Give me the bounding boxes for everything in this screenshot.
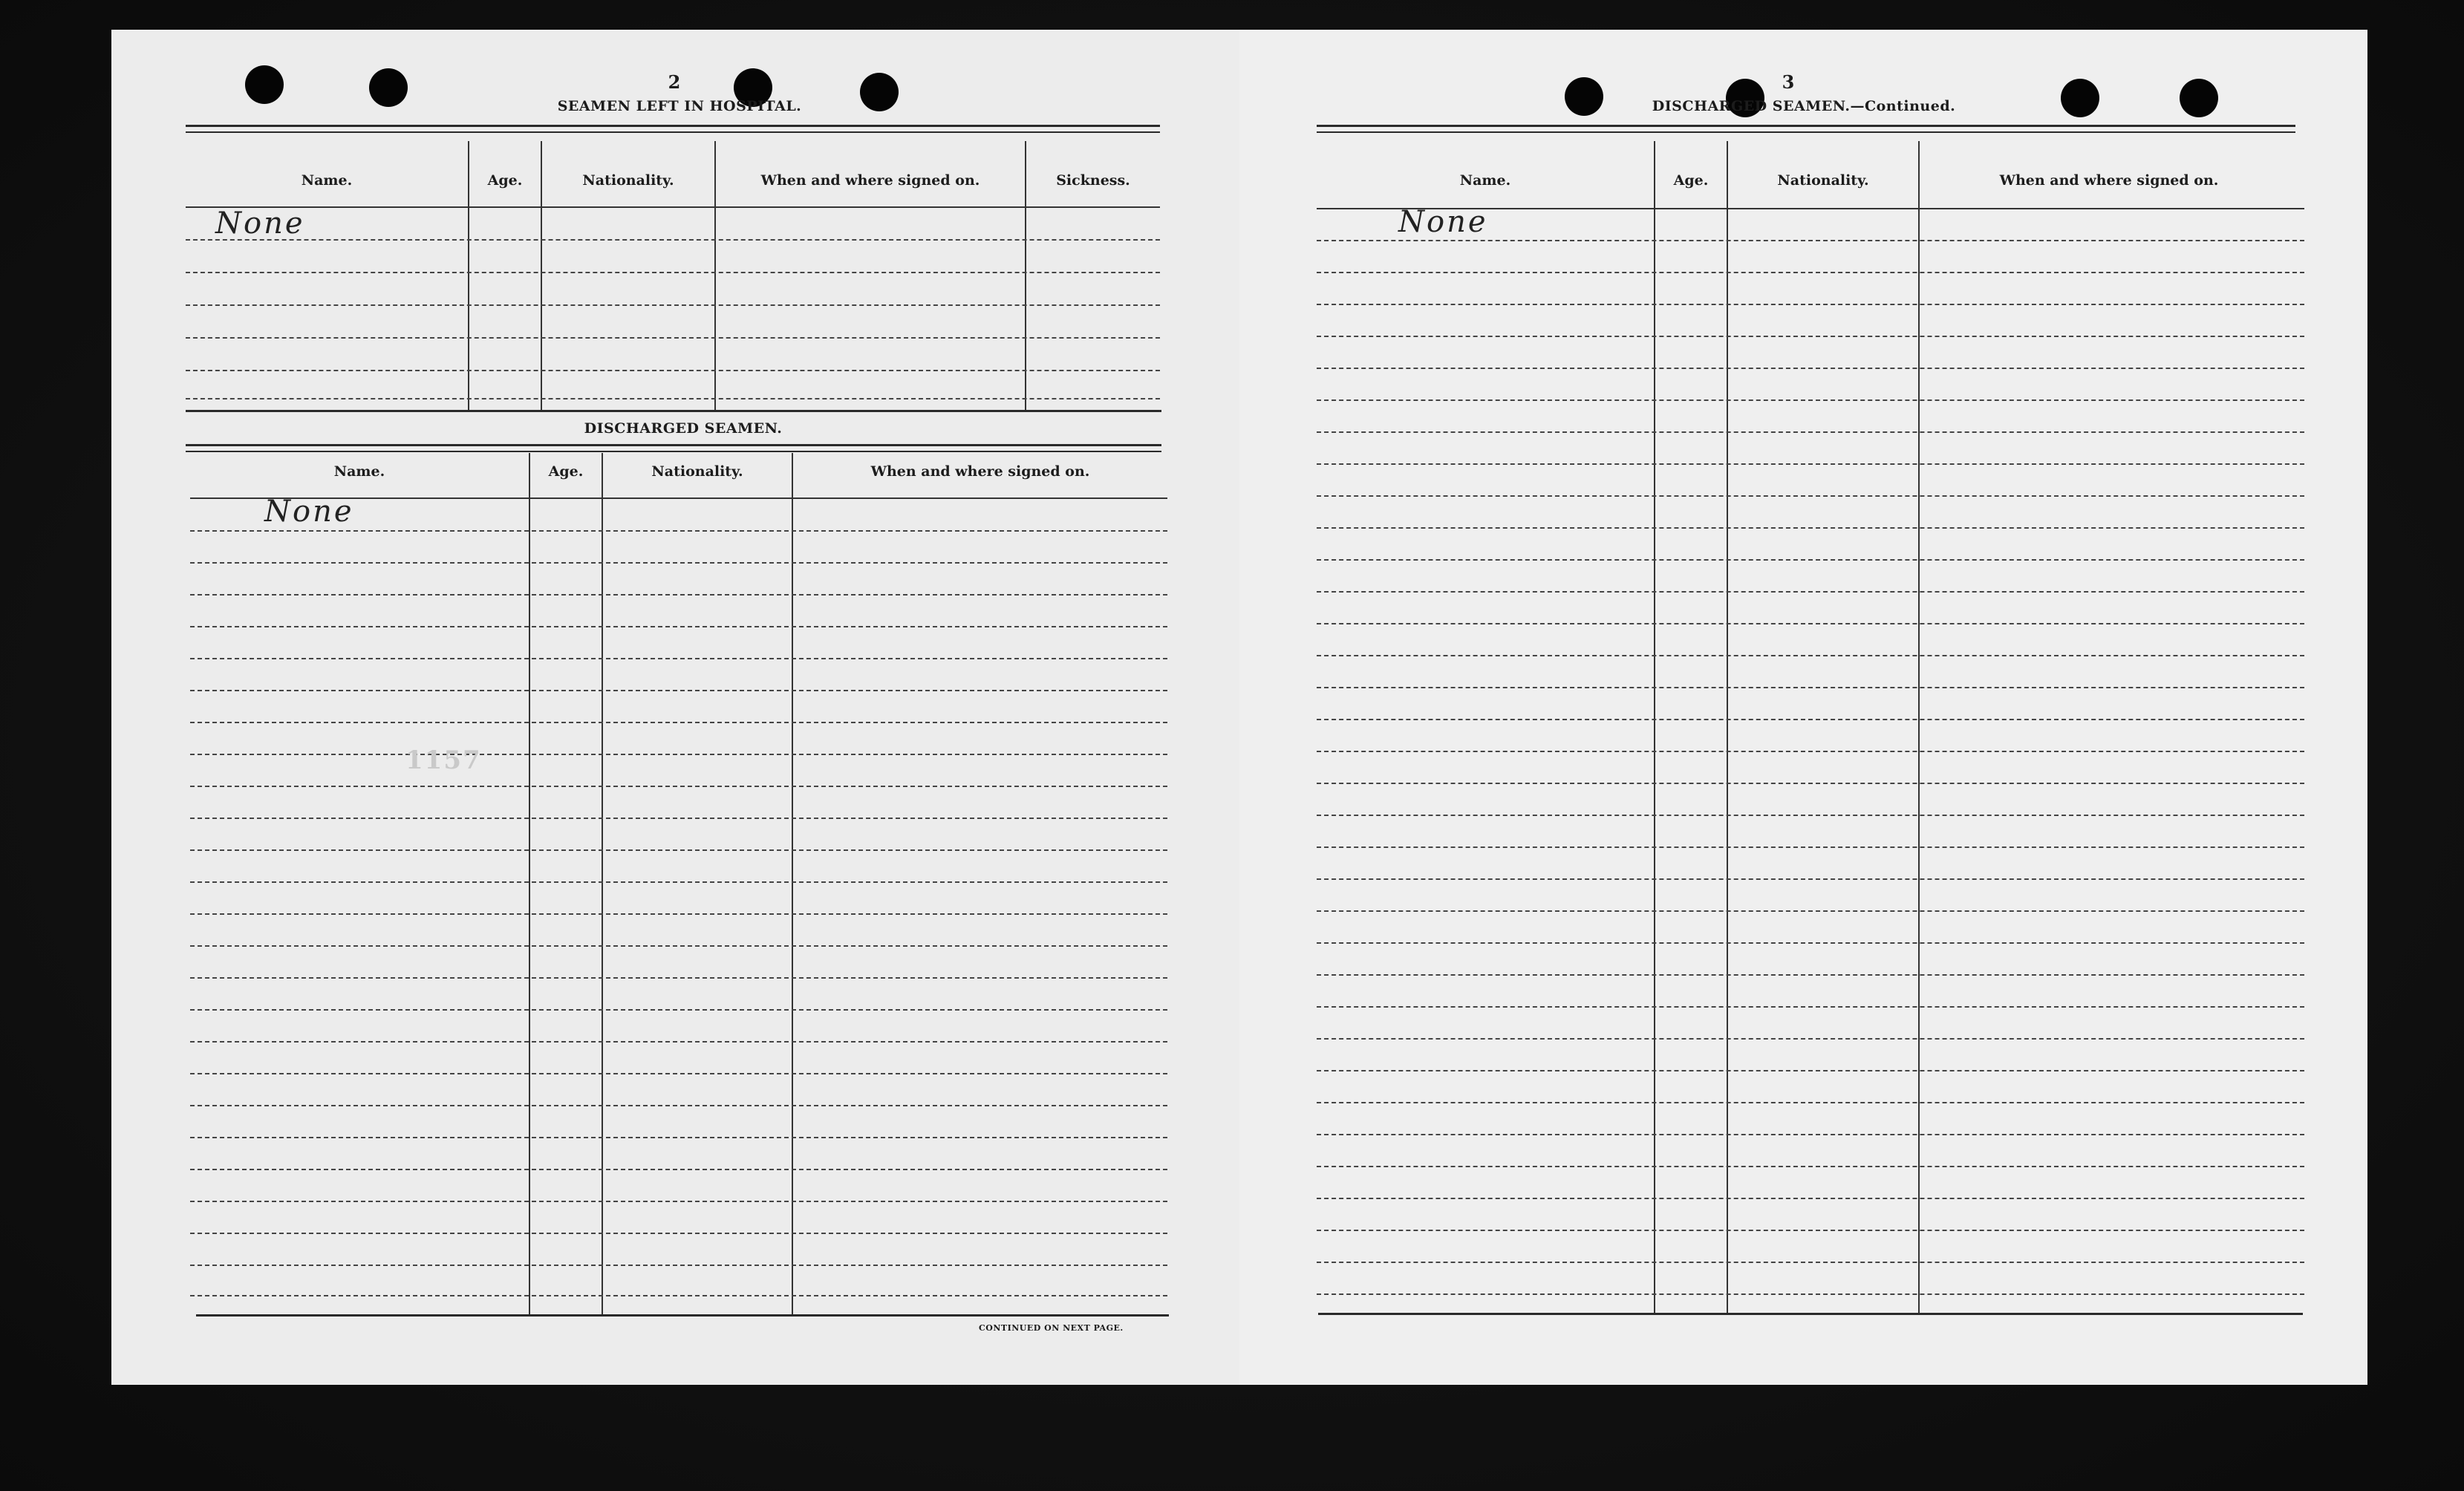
dashed-row-line bbox=[1317, 846, 2304, 848]
section-title-hospital: SEAMEN LEFT IN HOSPITAL. bbox=[557, 98, 802, 114]
dashed-row-line bbox=[190, 690, 1167, 691]
handwritten-entry: None bbox=[1398, 205, 1488, 239]
dashed-row-line bbox=[1317, 815, 2304, 816]
discharged-table bbox=[190, 453, 1167, 1314]
dashed-row-line bbox=[1317, 1230, 2304, 1231]
column-header-name: Name. bbox=[1459, 172, 1511, 189]
bottom-rule bbox=[196, 1314, 1169, 1317]
column-header-age: Age. bbox=[487, 172, 523, 189]
punch-hole bbox=[860, 73, 899, 111]
dashed-row-line bbox=[190, 945, 1167, 947]
dashed-row-line bbox=[190, 881, 1167, 883]
dashed-row-line bbox=[1317, 1293, 2304, 1295]
column-divider bbox=[792, 453, 793, 1314]
section-title-discharged-continued: DISCHARGED SEAMEN.—Continued. bbox=[1652, 98, 1956, 114]
column-divider bbox=[529, 453, 530, 1314]
dashed-row-line bbox=[1317, 655, 2304, 656]
dashed-row-line bbox=[1317, 399, 2304, 401]
column-header-signed-on: When and where signed on. bbox=[760, 172, 980, 189]
column-header-age: Age. bbox=[548, 463, 584, 480]
column-header-signed-on: When and where signed on. bbox=[1999, 172, 2219, 189]
dashed-row-line bbox=[1317, 1262, 2304, 1263]
handwritten-entry: None bbox=[215, 206, 305, 241]
right-page bbox=[1239, 30, 2367, 1385]
dashed-row-line bbox=[186, 370, 1160, 371]
column-header-nationality: Nationality. bbox=[1777, 172, 1869, 189]
column-divider bbox=[1654, 141, 1655, 1314]
column-header-name: Name. bbox=[333, 463, 385, 480]
dashed-row-line bbox=[1317, 591, 2304, 593]
hospital-table bbox=[186, 141, 1160, 410]
dashed-row-line bbox=[1317, 527, 2304, 529]
dashed-row-line bbox=[190, 1105, 1167, 1106]
document-sheet bbox=[111, 30, 2367, 1385]
dashed-row-line bbox=[1317, 910, 2304, 912]
section-title-discharged: DISCHARGED SEAMEN. bbox=[584, 420, 783, 437]
handwritten-entry: None bbox=[264, 495, 354, 529]
dashed-row-line bbox=[1317, 495, 2304, 497]
dashed-row-line bbox=[1317, 463, 2304, 465]
column-header-nationality: Nationality. bbox=[651, 463, 743, 480]
dashed-row-line bbox=[190, 913, 1167, 915]
dashed-row-line bbox=[1317, 431, 2304, 433]
column-header-signed-on: When and where signed on. bbox=[870, 463, 1090, 480]
dashed-row-line bbox=[190, 1233, 1167, 1234]
dashed-row-line bbox=[1317, 1198, 2304, 1199]
dashed-row-line bbox=[190, 1041, 1167, 1043]
dashed-row-line bbox=[186, 337, 1160, 339]
dashed-row-line bbox=[1317, 1070, 2304, 1071]
dashed-row-line bbox=[190, 1009, 1167, 1011]
dashed-row-line bbox=[1317, 1134, 2304, 1135]
dashed-row-line bbox=[190, 626, 1167, 627]
dashed-row-line bbox=[190, 1137, 1167, 1138]
dashed-row-line bbox=[186, 239, 1160, 241]
dashed-row-line bbox=[190, 977, 1167, 979]
page-number: 3 bbox=[1782, 71, 1795, 93]
dashed-row-line bbox=[1317, 1166, 2304, 1167]
column-header-nationality: Nationality. bbox=[582, 172, 674, 189]
continued-note: CONTINUED ON NEXT PAGE. bbox=[979, 1323, 1124, 1333]
dashed-row-line bbox=[190, 1201, 1167, 1202]
dashed-row-line bbox=[1317, 1006, 2304, 1008]
dashed-row-line bbox=[190, 786, 1167, 787]
dashed-row-line bbox=[190, 1169, 1167, 1170]
punch-hole bbox=[2061, 79, 2099, 117]
faint-bleed-through-mark: 1157 bbox=[405, 746, 482, 775]
dashed-row-line bbox=[186, 304, 1160, 306]
dashed-row-line bbox=[1317, 240, 2304, 241]
header-underline bbox=[186, 206, 1160, 208]
dashed-row-line bbox=[190, 818, 1167, 819]
dashed-row-line bbox=[1317, 1102, 2304, 1103]
dashed-row-line bbox=[1317, 272, 2304, 273]
dashed-row-line bbox=[1317, 304, 2304, 305]
dashed-row-line bbox=[1317, 974, 2304, 976]
column-divider bbox=[1727, 141, 1728, 1314]
column-header-age: Age. bbox=[1673, 172, 1709, 189]
column-divider bbox=[1918, 141, 1920, 1314]
dashed-row-line bbox=[190, 1073, 1167, 1074]
dashed-row-line bbox=[1317, 719, 2304, 720]
section-rule bbox=[186, 410, 1161, 412]
dashed-row-line bbox=[1317, 751, 2304, 752]
column-header-name: Name. bbox=[301, 172, 353, 189]
dashed-row-line bbox=[1317, 1038, 2304, 1040]
punch-hole bbox=[245, 65, 284, 104]
dashed-row-line bbox=[190, 722, 1167, 723]
top-double-rule bbox=[186, 125, 1160, 133]
discharged-continued-table bbox=[1317, 141, 2304, 1314]
dashed-row-line bbox=[1317, 687, 2304, 688]
double-rule bbox=[186, 444, 1161, 452]
dashed-row-line bbox=[190, 594, 1167, 596]
dashed-row-line bbox=[1317, 368, 2304, 369]
page-number: 2 bbox=[668, 71, 681, 93]
dashed-row-line bbox=[1317, 942, 2304, 944]
bottom-rule bbox=[1318, 1313, 2303, 1315]
punch-hole bbox=[2180, 79, 2218, 117]
dashed-row-line bbox=[190, 754, 1167, 755]
dashed-row-line bbox=[190, 562, 1167, 564]
dashed-row-line bbox=[190, 1295, 1167, 1296]
top-double-rule bbox=[1317, 125, 2295, 133]
column-header-sickness: Sickness. bbox=[1056, 172, 1130, 189]
dashed-row-line bbox=[1317, 336, 2304, 337]
dashed-row-line bbox=[1317, 878, 2304, 880]
dashed-row-line bbox=[190, 658, 1167, 659]
column-divider bbox=[602, 453, 603, 1314]
dashed-row-line bbox=[190, 1265, 1167, 1266]
left-page bbox=[111, 30, 1239, 1385]
punch-hole bbox=[369, 68, 408, 107]
dashed-row-line bbox=[1317, 783, 2304, 784]
dashed-row-line bbox=[190, 849, 1167, 851]
punch-hole bbox=[1565, 77, 1603, 116]
dashed-row-line bbox=[1317, 623, 2304, 624]
dashed-row-line bbox=[186, 272, 1160, 273]
dashed-row-line bbox=[1317, 559, 2304, 561]
dashed-row-line bbox=[190, 530, 1167, 532]
dashed-row-line bbox=[186, 398, 1160, 399]
